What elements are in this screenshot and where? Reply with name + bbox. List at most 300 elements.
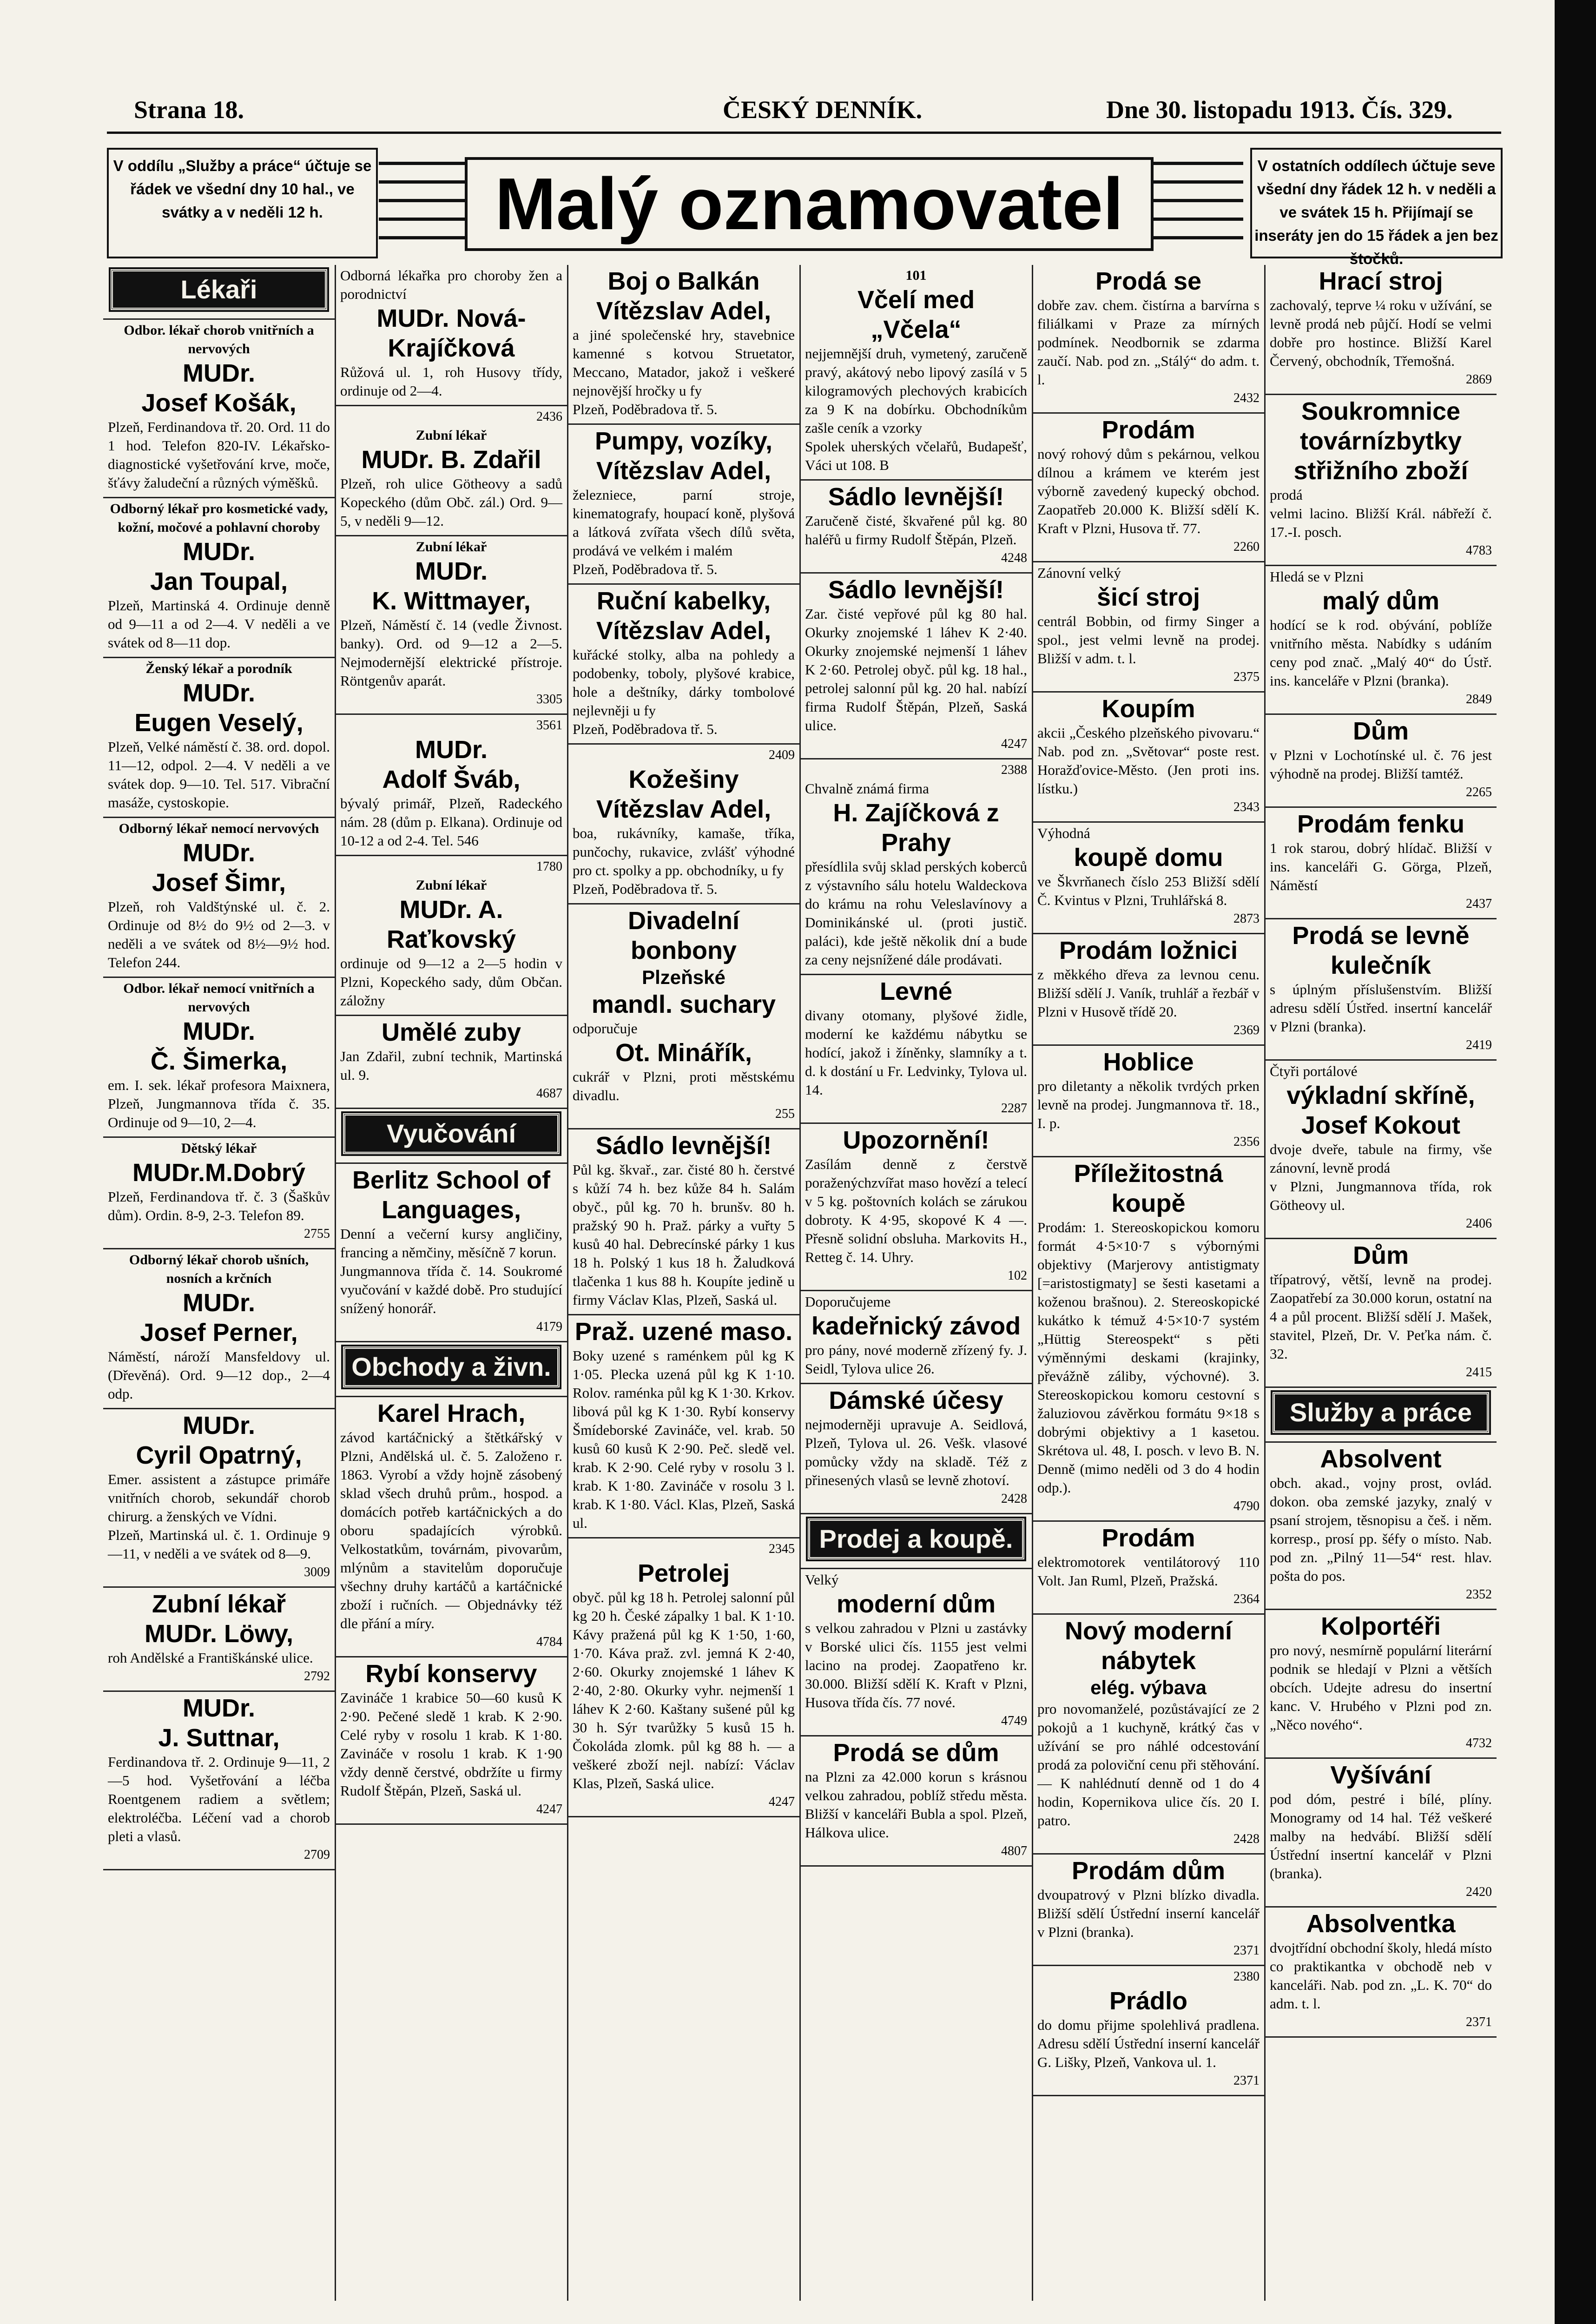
ad-number: 2755 [304, 1227, 330, 1241]
ad-text: Plzeň, Ferdinandova tř. č. 3 (Šaškův dům). Ordin. 8-9, 2-3. Telefon 89. [108, 1188, 330, 1223]
ad-number: 3561 [536, 718, 562, 733]
classified-ad [1265, 566, 1497, 715]
classified-ad [568, 585, 799, 745]
ad-heading: Umělé zuby [381, 1018, 521, 1046]
classified-ad [1033, 693, 1264, 823]
ad-preheading: Odborný lékař nemocí nervových [119, 821, 319, 836]
ad-number: 2432 [1233, 391, 1260, 405]
ad-heading: Rybí konservy [365, 1660, 537, 1688]
ad-text: přesídlila svůj sklad perských koberců z výstavního sálu hotelu Waldeckova do krámu na rohu Veleslavínovy a Dominikánské ul. (proti justič. paláci), kde ještě několik dní a bude za ceny nejsnížené dále prodávati. [805, 858, 1027, 968]
classified-ad [800, 265, 1032, 481]
ad-number: 4749 [1001, 1714, 1027, 1728]
ad-intro: Doporučujeme [805, 1294, 891, 1310]
pricing-note-right [1250, 148, 1503, 267]
ad-heading: MUDr. [182, 1017, 255, 1045]
ad-text: pro novomanželé, pozůstávající ze 2 pokojů a 1 kuchyně, krátký čas v užívání se pro náhlé odcestování prodá za poloviční cenu při stěhování. — K nahlédnutí denně od 1 do 4 hodin, Kopernikova ulice čís. 20 I. patro. [1037, 1701, 1260, 1829]
ad-text: Zar. čisté vepřové půl kg 80 hal. Okurky znojemské 1 láhev K 2·40. Okurky znojemské nejmenší 1 láhev K 2·60. Petrolej obyč. půl kg. 18 hal., petrolej salonní půl kg. 20 hal. nabízí firma Rudolf Štěpán, Plzeň, Saská ulice. [805, 606, 1027, 733]
ad-heading: Dámské účesy [829, 1386, 1003, 1414]
ad-text-2: v Plzni, Jungmannova třída, rok Götheovy ul. [1270, 1178, 1492, 1213]
ad-heading-2: Josef Perner, [140, 1319, 298, 1347]
ad-preheading: Odborný lékař chorob ušních, nosních a krčních [129, 1252, 309, 1286]
ad-heading: Upozornění! [843, 1126, 989, 1154]
ad-number: 2415 [1466, 1365, 1492, 1380]
ad-heading-2: K. Wittmayer, [372, 587, 531, 615]
ad-text: pod dóm, pestré i bílé, plíny. Monogramy od 14 hal. Též veškeré malby na hedvábí. Bližší sdělí Ústřední insertní kancelář v Plzni (branka). [1270, 1791, 1492, 1882]
ad-subheading: elég. výbava [1090, 1677, 1207, 1698]
ad-text: v Plzni v Lochotínské ul. č. 76 jest výhodně na prodej. Bližší tamtéž. [1270, 747, 1492, 782]
classified-ad [336, 1657, 567, 1825]
classified-ad [1033, 934, 1264, 1046]
ad-number: 2419 [1466, 1038, 1492, 1052]
ad-text: hodící se k rod. obývání, poblíže vnitřního města. Nabídky s udáním ceny pod znač. „Malý 40“ do Ústř. ins. kanceláře v Plzni (branka). [1270, 617, 1492, 689]
ad-preheading: Zubní lékař [415, 428, 487, 443]
ad-number: 4807 [1001, 1844, 1027, 1858]
column-4 [800, 265, 1032, 2301]
ad-heading: Pumpy, vozíky, [594, 427, 773, 455]
ad-preheading: Odbor. lékař nemocí vnitřních a nervových [123, 981, 315, 1015]
ad-text: prodá [1270, 487, 1303, 503]
ad-preheading: 101 [905, 268, 927, 283]
classified-ad [1033, 1615, 1264, 1855]
classified-ad [1033, 1855, 1264, 1966]
ad-text: do domu přijme spolehlivá pradlena. Adresu sdělí Ústřední inserní kancelář G. Lišky, Plzeň, Vankova ul. 1. [1037, 2017, 1260, 2070]
classified-ad [1033, 414, 1264, 562]
section-title: Lékaři [111, 269, 327, 310]
classified-ad [568, 265, 799, 425]
column-2 [336, 265, 567, 2301]
ad-number: 4732 [1466, 1736, 1492, 1750]
ad-heading-2: „Včela“ [871, 316, 962, 343]
classified-ad [103, 498, 335, 658]
ad-number: 2409 [769, 748, 795, 762]
ad-heading-2: Josef Kokout [1301, 1111, 1461, 1139]
section-title: Prodej a koupě. [808, 1519, 1024, 1559]
ad-heading-3: Ot. Minářík, [615, 1039, 752, 1067]
classified-ad [336, 1016, 567, 1109]
classified-ad [336, 406, 567, 536]
ad-text: Plzeň, Náměstí č. 14 (vedle Živnost. banky). Ord. od 9—12 a 2—5. Nejmodernější elektrické přístroje. Röntgenův aparát. [340, 617, 562, 689]
classified-ad [800, 481, 1032, 574]
ad-preheading: Dětský lékař [181, 1141, 257, 1156]
ad-heading: MUDr. [182, 679, 255, 707]
ad-number: 2428 [1001, 1492, 1027, 1506]
classified-ad [103, 1588, 335, 1692]
section-banner: Malý oznamovatel [465, 157, 1154, 251]
ad-text: dvoupatrový v Plzni blízko divadla. Bližší sdělí Ústřední inserní kancelář v Plzni (branka). [1037, 1887, 1260, 1940]
ad-heading: Sádlo levnější! [828, 576, 1004, 604]
classified-ad [103, 1409, 335, 1588]
ad-heading: Petrolej [637, 1559, 730, 1587]
ad-heading: Prodá se [1095, 267, 1202, 295]
ad-heading: moderní dům [836, 1590, 996, 1618]
section-header [103, 265, 335, 320]
ad-text-2: Plzeň, Poděbradova tř. 5. [573, 721, 718, 737]
newspaper-title: ČESKÝ DENNÍK. [723, 96, 923, 124]
ad-number: 4247 [536, 1802, 562, 1816]
ad-intro: Hledá se v Plzni [1270, 568, 1364, 585]
ad-heading: MUDr. [182, 1289, 255, 1317]
ad-heading: Ruční kabelky, [596, 587, 771, 615]
ad-text: Plzeň, Velké náměstí č. 38. ord. dopol. 11—12, odpol. 2—4. V neděli a ve svátek dop. 9—10. Tel. 517. Vibrační masáže, cystoskopie. [108, 739, 330, 811]
classified-ad [800, 1384, 1032, 1514]
classified-ad [568, 905, 799, 1129]
ad-preheading: Odbor. lékař chorob vnitřních a nervových [124, 323, 314, 357]
ad-number: 2345 [769, 1542, 795, 1556]
ad-number: 255 [775, 1107, 795, 1121]
classified-ad [1265, 715, 1497, 808]
ad-number: 2287 [1001, 1101, 1027, 1116]
classified-ad [336, 856, 567, 1016]
ad-heading: Absolvent [1320, 1445, 1442, 1473]
classified-ad [103, 1692, 335, 1870]
classified-ad [1265, 808, 1497, 919]
ad-heading-2: Č. Šimerka, [150, 1047, 288, 1075]
issue-date: Dne 30. listopadu 1913. Čís. 329. [1106, 96, 1453, 124]
ad-heading: Prodá se levně kulečník [1292, 922, 1470, 979]
ad-heading: MUDr. [182, 359, 255, 387]
ad-heading: Včelí med [857, 286, 975, 314]
ad-intro: Zánovní velký [1037, 565, 1121, 581]
scan-edge [1555, 0, 1596, 2324]
ad-heading: Praž. uzené maso. [574, 1318, 793, 1346]
ad-heading: Kolportéři [1320, 1612, 1441, 1640]
ad-number: 2849 [1466, 692, 1492, 706]
classified-ad [1265, 1061, 1497, 1239]
ad-text: dvoje dveře, tabule na firmy, vše zánovní, levně prodá [1270, 1141, 1492, 1176]
ad-text: Plzeň, roh Valdštýnské ul. č. 2. Ordinuje od 8½ do 9½ od 2—3. v neděli a ve svátek od 8½—9½ hod. Telefon 244. [108, 898, 330, 971]
ad-heading: MUDr. [415, 736, 488, 764]
ad-intro: Výhodná [1037, 825, 1090, 841]
ad-heading-2: Josef Šimr, [152, 869, 286, 897]
ad-preheading: Zubní lékař [415, 539, 487, 555]
ad-number: 1780 [536, 859, 562, 874]
ad-text: závod kartáčnický a štětkářský v Plzni, Andělská ul. č. 5. Založeno r. 1863. Vyrobí a vždy hojně zásobený sklad všech druhů prům., hospod. a domácích potřeb kartáčnických a do oboru spadajících výrobků. Velkostatkům, továrnám, pivovarům, mlýnům a stavitelům doporučuje všechny druhy kartáčů a kartáčnické zboží i ručních. — Objednávky též dle přání a míry. [340, 1429, 562, 1631]
ad-intro: Chvalně známá firma [805, 780, 929, 797]
classified-ad [336, 265, 567, 406]
ad-text: akcii „Českého plzeňského pivovaru.“ Nab. pod zn. „Světovar“ poste rest. Horažďovice-Město. (Jen proti ins. lístku.) [1037, 725, 1260, 797]
section-title: Obchody a živn. [343, 1347, 560, 1387]
ad-heading-2: Eugen Veselý, [134, 709, 303, 737]
ad-text-2: cukrář v Plzni, proti městskému divadlu. [573, 1069, 795, 1103]
ad-heading: MUDr. [415, 557, 488, 585]
classified-ad [568, 425, 799, 585]
classified-ad [336, 1397, 567, 1657]
ad-text: dobře zav. chem. čistírna a barvírna s filiálkami v Praze za mírných podmínek. Neodbornik se zdarma zaučí. Nab. pod zn. „Stálý“ do adm. t. l. [1037, 297, 1260, 388]
ad-heading-2: MUDr. Löwy, [144, 1620, 294, 1648]
ad-number: 2873 [1233, 911, 1260, 926]
ad-heading-2: J. Suttnar, [158, 1724, 280, 1752]
ad-text: Denní a večerní kursy angličiny, francing a němčiny, měsíčně 7 korun. [340, 1226, 562, 1261]
ad-text: z měkkého dřeva za levnou cenu. Bližší sdělí J. Vaník, truhlář a řezbář v Plzni v Husově třídě 20. [1037, 966, 1260, 1020]
ad-number: 4247 [1001, 737, 1027, 751]
ad-text: Boky uzené s raménkem půl kg K 1·05. Plecka uzená půl kg K 1·10. Rolov. raménka půl kg K 1·30. Krkov. libová půl kg K 1·30. Rybí konservy Šmídeborské Zavináče, vel. krab. 50 kusů 60 kusů K 2·90. Peč. sledě vel. krab. K 2·90. Celé ryby v rosolu 3 l. krab. K 1·80. Zavináče v rosolu 3 l. krab. K 1·80. Václ. Klas, Plzeň, Saská ul. [573, 1347, 795, 1531]
ad-text: Plzeň, Martinská 4. Ordinuje denně od 9—11 a od 2—4. V neděli a ve svátek od 8—11 dop. [108, 597, 330, 651]
ad-heading: Prádlo [1109, 1987, 1188, 2015]
ad-preheading: Zubní lékař [415, 878, 487, 893]
ad-text: Plzeň, roh ulice Götheovy a sadů Kopeckého (dům Obč. zál.) Ord. 9—5, v neděli 9—12. [340, 475, 562, 529]
ad-text: obyč. půl kg 18 h. Petrolej salonní půl kg 20 h. České zápalky 1 bal. K 1·10. Kávy pražená půl kg K 1·50, 1·60, 1·70. Káva praž. zvl. jemná K 2·40, 2·60. Okurky znojemské 1 láhev K 2·40, 2·80. Okurky vyhr. nejmenší 1 láhev K 2·60. Kaštany sušené půl kg 30 h. Sýr tvarůžky 5 kusů 15 h. Čokoláda zlomk. půl kg 88 h. — a veškeré zboží nejl. nabízí: Václav Klas, Plzeň, Saská ulice. [573, 1589, 795, 1791]
ad-text: nejmoderněji upravuje A. Seidlová, Plzeň, Tylova ul. 26. Vešk. vlasové pomůcky vždy na skladě. Též z přinesených vlasů se levně zhotoví. [805, 1416, 1027, 1488]
classified-ad [1033, 1966, 1264, 2096]
column-5 [1033, 265, 1264, 2301]
ad-number: 2709 [304, 1848, 330, 1862]
ad-number: 2371 [1233, 2073, 1260, 2088]
ad-heading-2: Adolf Šváb, [382, 766, 521, 793]
ad-heading-2: mandl. suchary [591, 990, 776, 1018]
ad-heading: Prodá se dům [833, 1739, 999, 1767]
classified-ad [336, 715, 567, 856]
classified-ad [336, 1164, 567, 1342]
section-header [800, 1514, 1032, 1569]
ad-number: 2371 [1233, 1943, 1260, 1958]
classified-ad [103, 978, 335, 1138]
ad-text: Jan Zdařil, zubní technik, Martinská ul. 9. [340, 1048, 562, 1083]
ad-text: elektromotorek ventilátorový 110 Volt. Jan Ruml, Plzeň, Pražská. [1037, 1554, 1260, 1589]
ad-text-2: Plzeň, Martinská ul. č. 1. Ordinuje 9—11, v neděli a ve svátek od 8—9. [108, 1527, 330, 1562]
ad-number: 102 [1008, 1268, 1027, 1283]
ad-number: 4179 [536, 1320, 562, 1334]
ad-heading: Prodám [1101, 1524, 1195, 1552]
ad-heading: Kožešiny [628, 766, 739, 793]
classified-ad [1265, 1610, 1497, 1759]
ad-text: Zasílám denně z čerstvě poraženýchzvířat maso hovězí a telecí v 5 kg. poštovních kolách se zárukou dobroty. K 4·95, skopové K 4 —. Přesně solidní obsluha. Markovits H., Retteg č. 14. Uhry. [805, 1156, 1027, 1265]
ad-number: 2437 [1466, 897, 1492, 911]
ad-number: 2428 [1233, 1832, 1260, 1846]
classified-ad [103, 320, 335, 498]
ad-text: Půl kg. škvař., zar. čisté 80 h. čerstvé s kůží 74 h. bez kůže 84 h. Salám obyč., půl kg. 70 h. brunšv. 80 h. pražský 90 h. Praž. párky a vuřty 5 kusů 40 hal. Debrecínské párky 1 kus 18 h. Polský 1 kus 18 h. Žaludková tlačenka 1 kus 88 h. Koupíte jedině u firmy Václav Klas, Plzeň, Saská ul. [573, 1162, 795, 1308]
classified-ad [800, 975, 1032, 1124]
ad-heading: MUDr. [182, 839, 255, 867]
ad-text: nový rohový dům s pekárnou, velkou dílnou a krámem ve kterém jest výborně zavedený kupecký obchod. Zaopatřeb 20.000 K. Bližší sdělí K. Kraft v Plzni, Husova tř. 77. [1037, 446, 1260, 536]
classified-ad [1033, 823, 1264, 934]
ad-text: dvojtřídní obchodní školy, hledá místo co praktikantka v obchodě neb v kanceláři. Nab. pod zn. „L. K. 70“ do adm. t. l. [1270, 1940, 1492, 2012]
ad-heading-2: Cyril Opatrný, [136, 1441, 302, 1469]
ad-heading: Vyšívání [1330, 1761, 1431, 1789]
ad-number: 3009 [304, 1565, 330, 1579]
classified-ad [1033, 1046, 1264, 1157]
ad-number: 4687 [536, 1086, 562, 1101]
ad-number: 2420 [1466, 1885, 1492, 1899]
ad-heading: kadeřnický závod [811, 1312, 1021, 1340]
ad-text: s velkou zahradou v Plzni u zastávky v Borské ulici čís. 1155 jest velmi lacino na prodej. Zaopatřeno kr. 30.000. Bližší sdělí K. Kraft v Plzni, Husova třída čís. 77 nové. [805, 1620, 1027, 1710]
ad-heading: Prodám dům [1071, 1857, 1226, 1885]
ad-intro: Odborná lékařka pro choroby žen a porodnictví [340, 267, 562, 302]
ad-text: Náměstí, nároží Mansfeldovy ul. (Dřevěná). Ord. 9—12 dop., 2—4 odp. [108, 1348, 330, 1402]
ad-heading-2: Josef Košák, [141, 389, 297, 417]
classified-ad [800, 759, 1032, 975]
ad-number: 2356 [1233, 1135, 1260, 1149]
ad-number: 2436 [536, 409, 562, 424]
classified-ad [1265, 395, 1497, 566]
classified-ad [800, 1736, 1032, 1867]
column-rule [567, 265, 568, 2301]
classified-ad [1265, 265, 1497, 395]
ad-text: Prodám: 1. Stereoskopickou komoru formát 4·5×10·7 s výbornými objektivy (Marjerovy antistigmaty [=aristostigmaty] se šesti kasetami a koženou brašnou). 2. Stereoskopické kukátko k témuž 4·5×10·7 systém „Hüttig Stereospekt“ s pěti výměnnými deskami (krajinky, převážně záliby, výchovné). 3. Stereoskopickou komoru cestovní s žaluziovou závěrkou formátu 9×18 s dobrými objektivy a 1 kasetou. Skrétova ul. 48, I. posch. v levo B. N. Denně (mimo neděli od 3 do 4 hodin odp.). [1037, 1219, 1260, 1496]
ad-text: Zaručeně čisté, škvařené půl kg. 80 haléřů u firmy Rudolf Štěpán, Plzeň. [805, 513, 1027, 548]
ad-number: 2380 [1233, 1969, 1260, 1984]
ad-heading: Absolventka [1306, 1910, 1456, 1938]
ad-text-2: Spolek uherských včelařů, Budapešť, Váci ut 108. B [805, 438, 1027, 473]
column-rule [335, 265, 336, 2301]
classified-ad [800, 1569, 1032, 1736]
ad-heading: MUDr. Nová-Krajíčková [376, 304, 526, 362]
ad-text: bývalý primář, Plzeň, Radeckého nám. 28 (dům p. Elkana). Ordinuje od 10-12 a od 2-4. Tel. 546 [340, 795, 562, 849]
ad-heading-2: Vítězslav Adel, [596, 795, 772, 823]
classified-ad [568, 1538, 799, 1817]
column-rule [1264, 265, 1266, 2301]
ad-number: 4247 [769, 1795, 795, 1809]
page-number: Strana 18. [134, 96, 244, 124]
ad-text: boa, rukávníky, kamaše, tříka, punčochy, rukavice, zvlášť výhodné pro ct. spolky a pp. obchodníky, u fy [573, 825, 795, 878]
ad-heading: Hrací stroj [1319, 267, 1443, 295]
classified-ad [568, 1315, 799, 1538]
column-6 [1265, 265, 1497, 2301]
ad-text: Plzeň, Ferdinandova tř. 20. Ord. 11 do 1 hod. Telefon 820-IV. Lékařsko-diagnostické vyšetřování krve, moče, šťávy žaludeční a různých výměšků. [108, 419, 330, 491]
ad-number: 2388 [1001, 763, 1027, 777]
ad-heading: Berlitz School of Languages, [352, 1166, 550, 1224]
column-rule [799, 265, 801, 2301]
ad-heading: MUDr. [182, 1694, 255, 1722]
ad-heading-2: Vítězslav Adel, [596, 617, 772, 645]
ad-heading: Prodám [1101, 416, 1195, 444]
ad-text: divany otomany, plyšové židle, moderní ke každému nábytku se hodící, jakož i žíněnky, slamníky a t. d. k dostání u Fr. Ledvinky, Tylova ul. 14. [805, 1007, 1027, 1098]
ad-heading: Boj o Balkán [607, 267, 760, 295]
section-title: Služby a práce [1273, 1392, 1489, 1433]
ad-text: kuřácké stolky, alba na pohledy a podobenky, toboly, plyšové krabice, hole a deštníky, dárky tombolové nejlevněji u fy [573, 647, 795, 719]
classified-ad [800, 1291, 1032, 1384]
header-rule [107, 132, 1501, 134]
ad-heading: Hoblice [1103, 1048, 1194, 1076]
ad-text: pro nový, nesmírně populární literární podnik se hledají v Plzni a větších obcích. Udejte adresu do insertní kanc. V. Hrubého v Plzni pod zn. „Něco nového“. [1270, 1642, 1492, 1733]
ad-heading: Levné [879, 977, 953, 1005]
ad-heading: Prodám ložnici [1059, 937, 1238, 964]
classified-ad [103, 818, 335, 978]
ad-heading: Divadelní bonbony [627, 907, 740, 964]
ad-heading: Prodám fenku [1297, 810, 1465, 838]
ad-heading: Dům [1353, 1241, 1409, 1269]
ad-heading: Příležitostná koupě [1074, 1160, 1223, 1217]
ad-heading-2: Jan Toupal, [150, 568, 288, 595]
ad-heading: Zubní lékař [152, 1590, 286, 1618]
ad-number: 2371 [1466, 2015, 1492, 2029]
classified-ad [103, 1138, 335, 1249]
ad-subheading: Plzeňské [642, 966, 725, 988]
classified-ad [1033, 562, 1264, 693]
section-title: Vyučování [343, 1113, 560, 1154]
ad-text: obch. akad., vojny prost, ovlád. dokon. oba zemské jazyky, znalý v psaní strojem, těsnopisu a češ. i něm. korresp., prosí pp. šéfy o místo. Nab. pod zn. „Pilný 11—54“ rest. hlav. pošta do pos. [1270, 1475, 1492, 1584]
ad-heading: MUDr. [182, 538, 255, 566]
ad-number: 2406 [1466, 1216, 1492, 1231]
ad-text: odporučuje [573, 1020, 638, 1037]
section-header [336, 1342, 567, 1397]
ad-heading: Sádlo levnější! [595, 1132, 772, 1160]
ad-number: 2792 [304, 1669, 330, 1684]
ad-text-2: velmi lacino. Bližší Král. nábřeží č. 17.-I. posch. [1270, 505, 1492, 540]
ad-text: třípatrový, větší, levně na prodej. Zaopatřebí za 30.000 korun, ostatní na 4 a půl procent. Bližší sdělí J. Mašek, stavitel, Plzeň, Dr. V. Peťka nám. č. 32. [1270, 1271, 1492, 1362]
ad-text: zachovalý, teprve ¼ roku v užívání, se levně prodá neb půjčí. Hodí se velmi dobře pro hostince. Bližší Karel Červený, obchodník, Třemošná. [1270, 297, 1492, 369]
ad-text: 1 rok starou, dobrý hlídač. Bližší v ins. kanceláři G. Görga, Plzeň, Náměstí [1270, 840, 1492, 893]
ad-heading: MUDr. B. Zdařil [361, 446, 541, 474]
ad-text-2: Jungmannova třída č. 14. Soukromé vyučování v každé době. Pro studující snížený honorář. [340, 1263, 562, 1316]
ad-heading: Dům [1353, 717, 1409, 745]
ad-number: 2352 [1466, 1587, 1492, 1602]
ad-heading: Nový moderní nábytek [1064, 1617, 1233, 1675]
ad-heading: MUDr. A. Raťkovský [386, 896, 516, 953]
ad-text: a jiné společenské hry, stavebnice kamenné s kotvou Struetator, Meccano, Matador, jakož i veškeré nejnovější hročky u fy [573, 327, 795, 399]
ad-text: Emer. assistent a zástupce primáře vnitřních chorob, sekundář chorob chirurg. a ženských ve Vídni. [108, 1471, 330, 1525]
ad-heading: Soukromnice [1301, 397, 1461, 425]
ad-number: 2343 [1233, 800, 1260, 814]
classified-ad [800, 1124, 1032, 1291]
ad-heading: malý dům [1322, 587, 1440, 615]
column-3 [568, 265, 799, 2301]
pricing-note-left [107, 148, 378, 258]
classified-ad [103, 1249, 335, 1409]
classified-ad [336, 536, 567, 715]
ad-number: 2364 [1233, 1592, 1260, 1606]
ad-number: 4784 [536, 1635, 562, 1649]
column-rule [1032, 265, 1033, 2301]
ad-number: 3305 [536, 692, 562, 706]
section-header [1265, 1388, 1497, 1443]
ad-heading-2: Vítězslav Adel, [596, 457, 772, 485]
ad-intro: Velký [805, 1571, 839, 1588]
ad-text: ordinuje od 9—12 a 2—5 hodin v Plzni, Kopeckého sady, dům Občan. záložny [340, 955, 562, 1009]
ad-heading: Koupím [1101, 695, 1195, 723]
ad-text: pro diletanty a několik tvrdých prken levně na prodej. Jungmannova tř. 18., I. p. [1037, 1078, 1260, 1131]
ad-heading: H. Zajíčková z Prahy [833, 799, 999, 857]
ad-number: 2869 [1466, 372, 1492, 387]
ad-heading-2: továrnízbytky střižního zboží [1293, 427, 1468, 485]
ad-text-2: Plzeň, Poděbradova tř. 5. [573, 401, 718, 417]
ad-text: roh Andělské a Františkánské ulice. [108, 1650, 313, 1666]
ad-text: Zavináče 1 krabice 50—60 kusů K 2·90. Pečené sledě 1 krab. K 2·90. Celé ryby v rosolu 1 krab. K 1·80. Zavináče v rosolu 1 krab. K 1·90 vždy denně čerstvé, obdržíte u firmy Rudolf Štěpán, Plzeň, Saská ul. [340, 1690, 562, 1799]
ad-preheading: Odborný lékař pro kosmetické vady, kožní, močové a pohlavní choroby [110, 501, 328, 535]
classified-ad [1265, 1239, 1497, 1388]
classified-ad [1033, 265, 1264, 414]
ad-heading: MUDr. [182, 1412, 255, 1439]
section-header [336, 1109, 567, 1164]
classified-ad [103, 658, 335, 818]
ad-text: pro pány, nové moderně zřízený fy. J. Seidl, Tylova ulice 26. [805, 1342, 1027, 1377]
pricing-note-right-text: V ostatních oddílech účtuje seve všední dny řádek 12 h. v neděli a ve svátek 15 h. Přijímají se inseráty jen do 15 řádek a jen bez štočků. [1254, 157, 1498, 267]
ad-heading: Karel Hrach, [377, 1400, 526, 1427]
classified-ad [1265, 1443, 1497, 1610]
ad-number: 2375 [1233, 670, 1260, 684]
ad-heading: MUDr.M.Dobrý [132, 1159, 305, 1187]
pricing-note-left-text: V oddílu „Služby a práce“ účtuje se řádek ve všední dny 10 hal., ve svátky a v neděli 12 h. [113, 157, 372, 221]
ad-number: 4790 [1233, 1499, 1260, 1513]
ad-text: Růžová ul. 1, roh Husovy třídy, ordinuje od 2—4. [340, 364, 562, 399]
ad-text: nejjemnější druh, vymetený, zaručeně pravý, akátový nebo lipový zasílá v 5 kilogramových plechových krabicích za 9 K na dobírku. Obchodníkům zašle ceník a vzorky [805, 345, 1027, 436]
ad-text-2: Plzeň, Poděbradova tř. 5. [573, 561, 718, 577]
classified-ad [1265, 919, 1497, 1061]
classified-ad [1033, 1157, 1264, 1522]
ad-text: ve Škvrňanech číslo 253 Bližší sdělí Č. Kvintus v Plzni, Truhlářská 8. [1037, 873, 1260, 908]
classified-ad [1265, 1908, 1497, 2038]
ad-text: centrál Bobbin, od firmy Singer a spol., jest velmi levně na prodej. Bližší v adm. t. l. [1037, 613, 1260, 667]
classified-ad [568, 745, 799, 905]
ad-intro: Čtyři portálové [1270, 1063, 1358, 1079]
ad-heading: šicí stroj [1096, 583, 1200, 611]
classified-ad [800, 574, 1032, 759]
classified-ad [1265, 1759, 1497, 1908]
ad-heading-2: Vítězslav Adel, [596, 297, 772, 325]
ad-number: 2265 [1466, 785, 1492, 799]
ad-number: 2369 [1233, 1023, 1260, 1037]
ad-heading: koupě domu [1074, 844, 1223, 872]
ad-preheading: Ženský lékař a porodník [145, 661, 292, 676]
